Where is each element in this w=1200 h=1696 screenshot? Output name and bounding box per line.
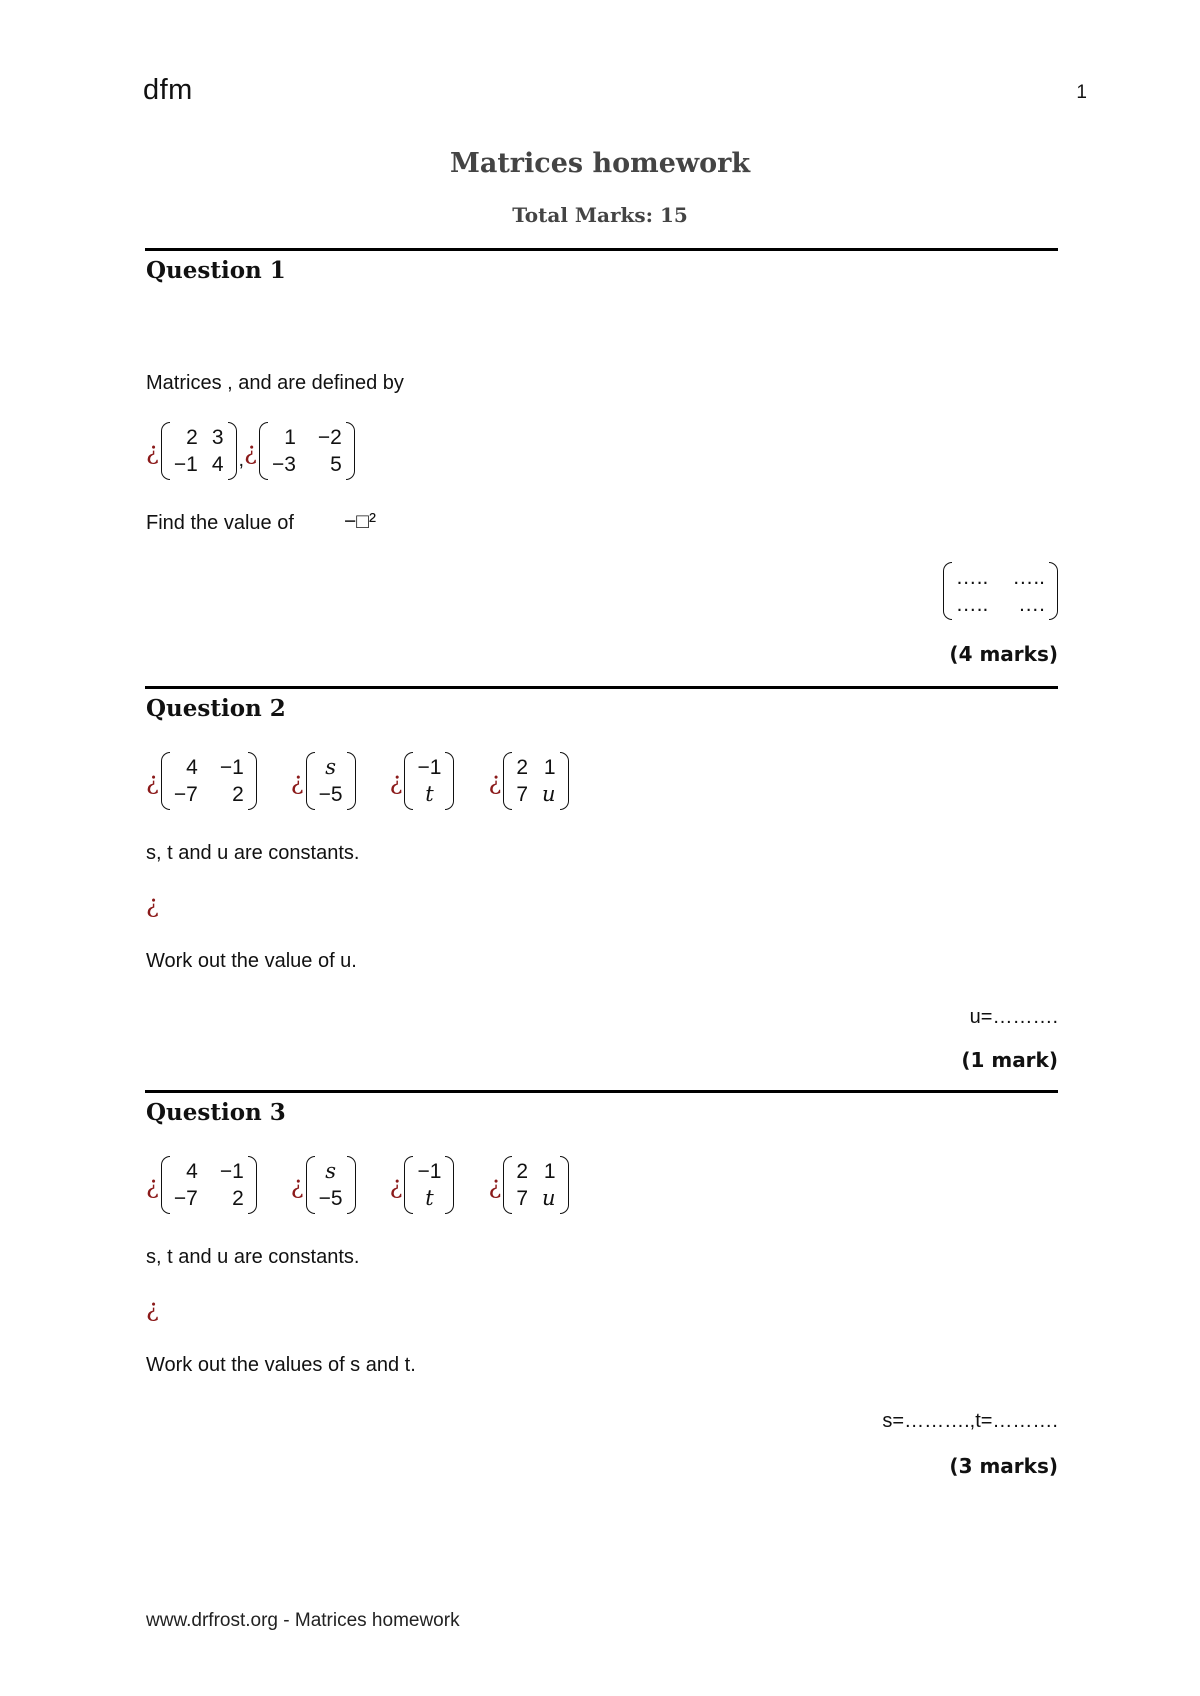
matrix-cell: −7: [173, 783, 198, 806]
answer-cell: ….: [1018, 593, 1045, 616]
separator-comma: ,: [238, 449, 245, 471]
question-1-title: Question 1: [146, 257, 286, 284]
missing-glyph: ¿: [244, 437, 257, 465]
question-3-constants: s, t and u are constants.: [146, 1246, 360, 1268]
question-2-title: Question 2: [146, 695, 286, 722]
matrix-b: [306, 1156, 356, 1214]
missing-glyph: ¿: [290, 767, 304, 795]
matrix-cell: −5: [318, 783, 343, 806]
question-divider: [145, 248, 1058, 251]
missing-glyph: ¿: [146, 890, 159, 918]
matrix-cell: t: [425, 1186, 434, 1210]
question-2-constants: s, t and u are constants.: [146, 842, 360, 864]
matrix-cell: 7: [516, 1187, 528, 1210]
question-3-work: Work out the values of s and t.: [146, 1354, 416, 1376]
matrix-cell: u: [542, 1186, 556, 1210]
matrix-cell: 4: [186, 1160, 198, 1183]
question-3-title: Question 3: [146, 1099, 286, 1126]
matrix-b: [259, 422, 355, 480]
missing-glyph: ¿: [389, 767, 403, 795]
matrix-cell: 7: [516, 783, 528, 806]
missing-glyph: ¿: [290, 1171, 304, 1199]
matrix-d: [503, 752, 568, 810]
question-1-intro: Matrices , and are defined by: [146, 372, 404, 394]
question-2-matrices: [146, 752, 571, 810]
matrix-cell: 2: [516, 1160, 528, 1183]
question-1-marks: (4 marks): [949, 642, 1058, 666]
matrix-cell: 4: [186, 756, 198, 779]
question-1-find: Find the value of: [146, 512, 294, 534]
matrix-cell: −5: [318, 1187, 343, 1210]
matrix-cell: 1: [543, 756, 556, 779]
question-2-answer: u=……….: [969, 1006, 1058, 1028]
matrix-cell: −2: [317, 426, 342, 449]
question-3-matrices: [146, 1156, 571, 1214]
matrix-cell: t: [425, 782, 434, 806]
missing-glyph: ¿: [389, 1171, 403, 1199]
matrix-cell: −1: [173, 453, 198, 476]
page-number: 1: [1076, 82, 1087, 103]
matrix-cell: 2: [516, 756, 528, 779]
matrix-cell: 2: [232, 1187, 244, 1210]
question-divider: [145, 1090, 1058, 1093]
matrix-cell: s: [325, 1159, 337, 1183]
matrix-cell: −3: [271, 453, 296, 476]
matrix-cell: s: [325, 755, 337, 779]
missing-glyph: ¿: [146, 1171, 159, 1199]
matrix-cell: −7: [173, 1187, 198, 1210]
missing-glyph: ¿: [488, 767, 502, 795]
question-2-work: Work out the value of u.: [146, 950, 357, 972]
dfm-logo: dfm: [143, 74, 193, 106]
matrix-cell: 3: [211, 426, 224, 449]
total-marks: Total Marks: 15: [512, 203, 688, 227]
answer-cell: …..: [955, 593, 989, 616]
matrix-b: [306, 752, 356, 810]
matrix-cell: −1: [219, 1160, 244, 1183]
question-1-expression: −□²: [344, 510, 376, 533]
missing-glyph: ¿: [146, 767, 159, 795]
matrix-cell: 2: [232, 783, 244, 806]
question-divider: [145, 686, 1058, 689]
matrix-a: [161, 1156, 257, 1214]
matrix-cell: −1: [219, 756, 244, 779]
matrix-cell: 4: [211, 453, 224, 476]
matrix-cell: 1: [284, 426, 296, 449]
question-2-marks: (1 mark): [961, 1048, 1058, 1072]
matrix-cell: u: [542, 782, 556, 806]
matrix-c: [404, 1156, 454, 1214]
matrix-cell: −1: [417, 756, 442, 779]
answer-cell: …..: [1012, 566, 1045, 589]
matrix-c: [404, 752, 454, 810]
matrix-cell: 2: [186, 426, 198, 449]
question-3-answer: s=……….,t=……….: [882, 1410, 1058, 1432]
missing-glyph: ¿: [146, 1294, 159, 1322]
matrix-cell: 1: [543, 1160, 556, 1183]
answer-matrix: [941, 562, 1060, 620]
question-1-matrices: [146, 422, 357, 480]
question-3-marks: (3 marks): [949, 1454, 1058, 1478]
matrix-cell: 5: [330, 453, 342, 476]
page-footer: www.drfrost.org - Matrices homework: [146, 1610, 460, 1631]
missing-glyph: ¿: [146, 437, 159, 465]
matrix-a: [161, 752, 257, 810]
matrix-a: [161, 422, 237, 480]
missing-glyph: ¿: [488, 1171, 502, 1199]
answer-cell: …..: [955, 566, 989, 589]
matrix-cell: −1: [417, 1160, 442, 1183]
matrix-d: [503, 1156, 568, 1214]
page-title: Matrices homework: [449, 148, 751, 179]
